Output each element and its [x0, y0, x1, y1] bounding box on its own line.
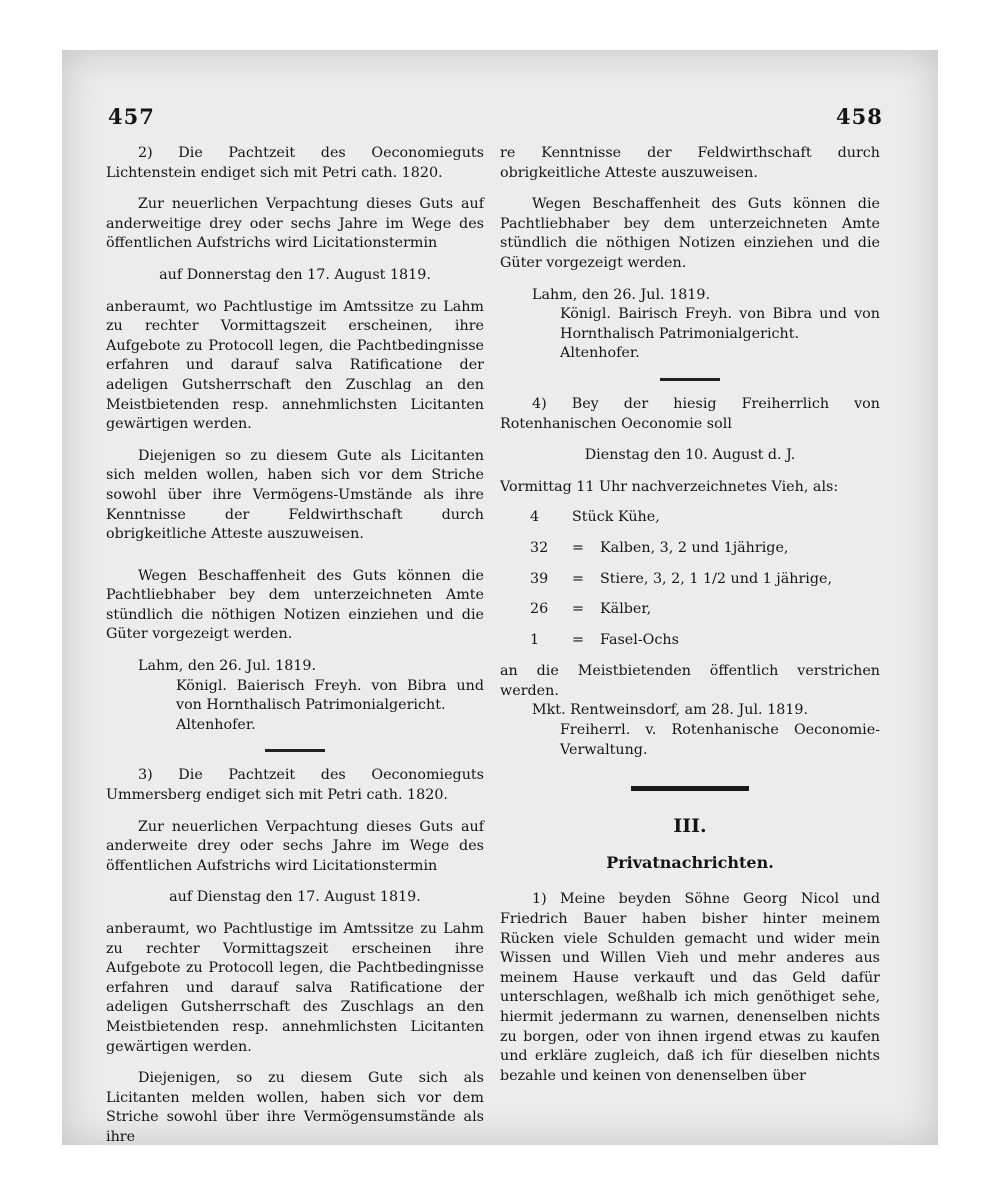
notice-4-place-date: Mkt. Rentweinsdorf, am 28. Jul. 1819. [532, 702, 809, 719]
livestock-desc: Stiere, 3, 2, 1 1/2 und 1 jährige, [600, 570, 833, 587]
notice-4-signature: Freiherrl. v. Rotenhanische Oeconomie-Verwaltung. [560, 722, 880, 758]
notice-4-intro: Vormittag 11 Uhr nachverzeichnetes Vieh, als: [500, 478, 839, 495]
left-column [106, 144, 484, 1148]
notice-3-signature: Königl. Bairisch Freyh. von Bibra und von Hornthalisch Patrimonialgericht. [560, 306, 880, 342]
livestock-item [500, 631, 880, 651]
notice-3-auction-date: auf Dienstag den 17. August 1819. [169, 889, 421, 906]
page-number-left: 457 [108, 104, 155, 129]
ditto-mark: = [572, 601, 584, 618]
notice-2-conditions: anberaumt, wo Pachtlustige im Amtssitze zu Lahm zu rechter Vormittagszeit erscheinen, ihre Aufgebote zu Protocoll legen, die Pachtbedingnisse erfahren und darauf salva Ratificatione der adeligen Gutsherrschaft den Zuschlag an den Meistbietenden resp. annehmlichsten Licitanten gewärtigen werden. [106, 298, 484, 433]
section-number: III. [673, 815, 707, 838]
notice-3-conditions: anberaumt, wo Pachtlustige im Amtssitze zu Lahm zu rechter Vormittagszeit erscheinen ihre Aufgebote zu Protocoll legen, die Pachtbedingnisse erfahren und darauf salva Ratificatione der adeligen Gutsherrschaft des Zuschlags an den Meistbietenden resp. annehmlichsten Licitanten gewärtigen werden. [106, 921, 484, 1055]
notice-3-heading: 3) Die Pachtzeit des Oeconomieguts Ummersberg endiget sich mit Petri cath. 1820. [106, 767, 484, 804]
section-divider [660, 378, 720, 381]
notice-3-inspection: Wegen Beschaffenheit des Guts können die Pachtliebhaber bey dem unterzeichneten Amte stündlich die nöthigen Notizen einziehen und die Güter vorgezeigt werden. [500, 196, 880, 271]
notice-2-signatory: Altenhofer. [176, 716, 256, 733]
notice-3-bidders-continued: re Kenntnisse der Feldwirthschaft durch obrigkeitliche Atteste auszuweisen. [500, 145, 880, 181]
notice-2-place-date: Lahm, den 26. Jul. 1819. [138, 658, 317, 675]
private-notice-1: 1) Meine beyden Söhne Georg Nicol und Friedrich Bauer haben bisher hinter meinem Rücken viele Schulden gemacht und wider mein Wissen und Willen Vieh und mehr anderes aus meinem Hause verkauft und das Geld dafür unterschlagen, weßhalb ich mich genöthiget sehe, hiermit jedermann zu warnen, denenselben nichts zu borgen, oder von ihnen irgend etwas zu kaufen und erkläre zugleich, daß ich für dieselben nichts bezahle und keinen von denenselben über [500, 891, 880, 1084]
notice-2-signature: Königl. Baierisch Freyh. von Bibra und von Hornthalisch Patrimonialgericht. [176, 677, 484, 714]
ditto-mark: = [572, 539, 584, 556]
page-number-right: 458 [836, 104, 883, 129]
notice-2-lease-text: Zur neuerlichen Verpachtung dieses Guts auf anderweitige drey oder sechs Jahre im Wege des öffentlichen Aufstrichs wird Licitationstermin [106, 196, 484, 252]
livestock-count: 39 [530, 570, 549, 587]
right-column [500, 144, 880, 1086]
livestock-desc: Fasel-Ochs [600, 631, 679, 648]
notice-2-auction-date: auf Donnerstag den 17. August 1819. [159, 266, 431, 283]
livestock-item [500, 570, 880, 590]
notice-3-bidders: Diejenigen, so zu diesem Gute sich als Licitanten melden wollen, haben sich vor dem Striche sowohl über ihre Vermögensumstände als ihre [106, 1070, 484, 1145]
notice-2-inspection: Wegen Beschaffenheit des Guts können die Pachtliebhaber bey dem unterzeichneten Amte stündlich die nöthigen Notizen einziehen und die Güter vorgezeigt werden. [106, 567, 484, 643]
notice-3-lease-text: Zur neuerlichen Verpachtung dieses Guts auf anderweite drey oder sechs Jahre im Wege des öffentlichen Aufstrichs wird Licitationstermin [106, 818, 484, 874]
livestock-desc: Kälber, [600, 601, 652, 618]
livestock-count: 32 [530, 539, 549, 556]
section-rule [631, 786, 749, 791]
notice-2-heading: 2) Die Pachtzeit des Oeconomieguts Lichtenstein endiget sich mit Petri cath. 1820. [106, 145, 484, 181]
livestock-item [500, 539, 880, 559]
notice-2-bidders: Diejenigen so zu diesem Gute als Licitanten sich melden wollen, haben sich vor dem Striche sowohl über ihre Vermögens-Umstände als ihre Kenntnisse der Feldwirthschaft durch obrigkeitliche Atteste auszuweisen. [106, 447, 484, 543]
livestock-count: 4 [530, 509, 540, 526]
ditto-mark: = [572, 631, 584, 648]
notice-4-heading: 4) Bey der hiesig Freiherrlich von Rotenhanischen Oeconomie soll [500, 395, 880, 432]
livestock-item [500, 508, 880, 528]
livestock-list [500, 508, 880, 650]
notice-4-auction: an die Meistbietenden öffentlich verstrichen werden. [500, 663, 880, 699]
ditto-mark: = [572, 570, 584, 587]
livestock-count: 1 [530, 631, 540, 648]
notice-3-signatory: Altenhofer. [560, 345, 640, 362]
livestock-desc: Kalben, 3, 2 und 1jährige, [600, 539, 789, 556]
livestock-count: 26 [530, 601, 549, 618]
livestock-item [500, 600, 880, 620]
notice-4-date: Dienstag den 10. August d. J. [584, 447, 796, 464]
notice-3-place-date: Lahm, den 26. Jul. 1819. [532, 286, 711, 303]
section-title: Privatnachrichten. [606, 852, 774, 872]
livestock-desc: Stück Kühe, [572, 509, 660, 526]
section-divider [265, 749, 325, 752]
